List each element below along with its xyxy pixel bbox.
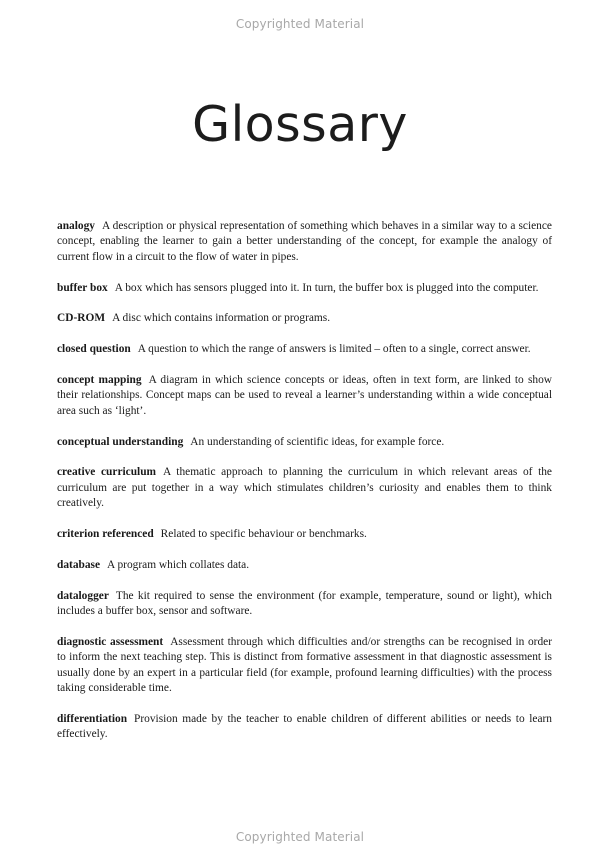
- glossary-term: closed question: [57, 343, 131, 356]
- glossary-definition: Related to specific behaviour or benchmarks.: [160, 528, 367, 541]
- glossary-entry: [57, 527, 552, 542]
- glossary-definition: The kit required to sense the environment (for example, temperature, sound or light), which includes a buffer box, sensor and software.: [57, 589, 552, 618]
- glossary-entry: [57, 281, 552, 296]
- glossary-definition: A description or physical representation of something which behaves in a similar way to a science concept, enabling the learner to gain a better understanding of the concept, for example the analogy of current flow in a circuit to the flow of water in pipes.: [57, 220, 552, 263]
- glossary-entry: [57, 589, 552, 620]
- glossary-definition: A question to which the range of answers is limited – often to a single, correct answer.: [137, 343, 531, 356]
- glossary-list: [57, 219, 552, 758]
- glossary-entry: [57, 311, 552, 326]
- glossary-definition: A thematic approach to planning the curriculum in which relevant areas of the curriculum are put together in a way which stimulates children’s curiosity and enables them to think creatively.: [57, 466, 552, 510]
- glossary-entry: [57, 465, 552, 511]
- watermark-top: Copyrighted Material: [235, 17, 365, 31]
- glossary-definition: A program which collates data.: [107, 558, 250, 571]
- glossary-entry: [57, 712, 552, 743]
- glossary-term: differentiation: [57, 712, 128, 725]
- glossary-definition: A diagram in which science concepts or ideas, often in text form, are linked to show their relationships. Concept maps can be used to reveal a learner’s understanding within a wide conceptual area such as ‘light’.: [57, 374, 552, 417]
- glossary-term: criterion referenced: [57, 528, 154, 541]
- glossary-term: creative curriculum: [57, 466, 157, 479]
- glossary-entry: [57, 342, 552, 357]
- glossary-definition: Assessment through which difficulties and/or strengths can be recognised in order to inform the next teaching step. This is distinct from formative assessment in that diagnostic assessment is usually done by an expert in a particular field (for example, profound learning difficulties) with the process taking considerable time.: [57, 635, 552, 695]
- glossary-entry: [57, 435, 552, 450]
- glossary-definition: An understanding of scientific ideas, for example force.: [190, 435, 445, 448]
- glossary-definition: A disc which contains information or programs.: [112, 312, 331, 325]
- watermark-bottom: Copyrighted Material: [235, 830, 365, 844]
- glossary-term: database: [57, 558, 101, 571]
- glossary-entry: [57, 219, 552, 265]
- glossary-term: analogy: [57, 220, 95, 232]
- glossary-entry: [57, 558, 552, 573]
- glossary-term: diagnostic assessment: [57, 635, 164, 648]
- glossary-term: datalogger: [57, 589, 109, 602]
- glossary-term: conceptual understanding: [57, 435, 184, 448]
- glossary-definition: Provision made by the teacher to enable children of different abilities or needs to learn effectively.: [57, 712, 552, 741]
- glossary-term: buffer box: [57, 281, 108, 294]
- page-title: Glossary: [192, 96, 408, 153]
- glossary-term: CD-ROM: [57, 312, 106, 325]
- glossary-term: concept mapping: [57, 374, 142, 386]
- glossary-entry: [57, 373, 552, 419]
- glossary-definition: A box which has sensors plugged into it. In turn, the buffer box is plugged into the computer.: [114, 281, 539, 294]
- glossary-entry: [57, 635, 552, 697]
